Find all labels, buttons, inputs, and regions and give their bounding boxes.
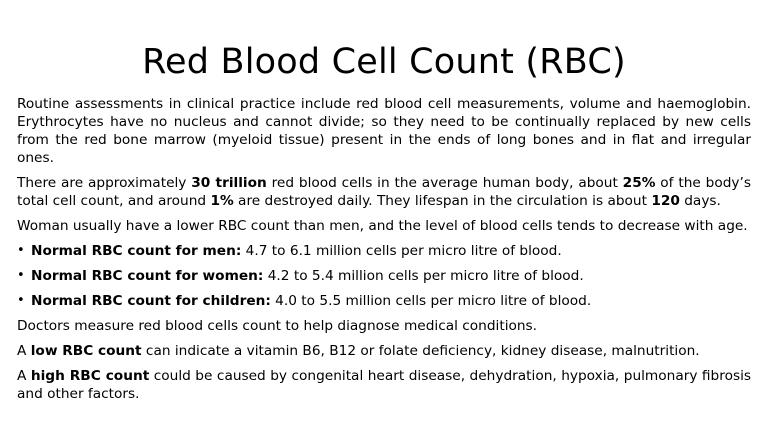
range-value-children: 4.0 to 5.5 million cells per micro litre of blood. (270, 293, 592, 309)
bullet-icon: • (17, 243, 25, 258)
stat-text-5: days. (679, 193, 721, 209)
list-item (17, 267, 751, 285)
range-label-children: Normal RBC count for children: (31, 293, 271, 309)
diagnosis-paragraph: Doctors measure red blood cells count to help diagnose medical conditions. (17, 318, 538, 334)
stat-percent-cells: 25% (622, 175, 656, 191)
intro-paragraph: Routine assessments in clinical practice include red blood cell measurements, volume and haemoglobin. Erythrocytes have no nucleus and cannot divide; so they need to be continually replaced by new cells from the red bone marrow (myeloid tissue) present in the ends of long bones and in flat and irregular ones. (17, 96, 751, 166)
high-rbc-term: high RBC count (30, 368, 150, 384)
slide-title: Red Blood Cell Count (RBC) (142, 42, 626, 82)
stat-text-1: There are approximately (17, 175, 192, 191)
high-text-1: A (17, 368, 31, 384)
low-rbc-term: low RBC count (30, 343, 142, 359)
stat-text-3: of the body’s total cell count, and around (17, 175, 751, 209)
stat-text-2: red blood cells in the average human body, about (266, 175, 623, 191)
normal-ranges-list (17, 242, 751, 310)
low-text-1: A (17, 343, 31, 359)
range-value-women: 4.2 to 5.4 million cells per micro litre of blood. (263, 268, 584, 284)
list-item (17, 242, 751, 260)
range-value-men: 4.7 to 6.1 million cells per micro litre of blood. (241, 243, 562, 259)
stat-text-4: are destroyed daily. They lifespan in the circulation is about (233, 193, 652, 209)
stat-lifespan-days: 120 (651, 193, 680, 209)
high-rbc-paragraph (17, 367, 751, 403)
statistics-paragraph (17, 174, 751, 210)
range-label-women: Normal RBC count for women: (31, 268, 264, 284)
low-text-2: can indicate a vitamin B6, B12 or folate deficiency, kidney disease, malnutrition. (141, 343, 700, 359)
slide-body (17, 95, 751, 403)
low-rbc-paragraph (17, 342, 751, 360)
bullet-icon: • (17, 293, 25, 308)
list-item (17, 292, 751, 310)
stat-destroyed-daily: 1% (210, 193, 234, 209)
bullet-icon: • (17, 268, 25, 283)
gender-age-paragraph: Woman usually have a lower RBC count than men, and the level of blood cells tends to decrease with age. (17, 218, 748, 234)
high-text-2: could be caused by congenital heart disease, dehydration, hypoxia, pulmonary fibrosis and other factors. (17, 368, 752, 402)
stat-total-cells: 30 trillion (191, 175, 267, 191)
range-label-men: Normal RBC count for men: (31, 243, 242, 259)
